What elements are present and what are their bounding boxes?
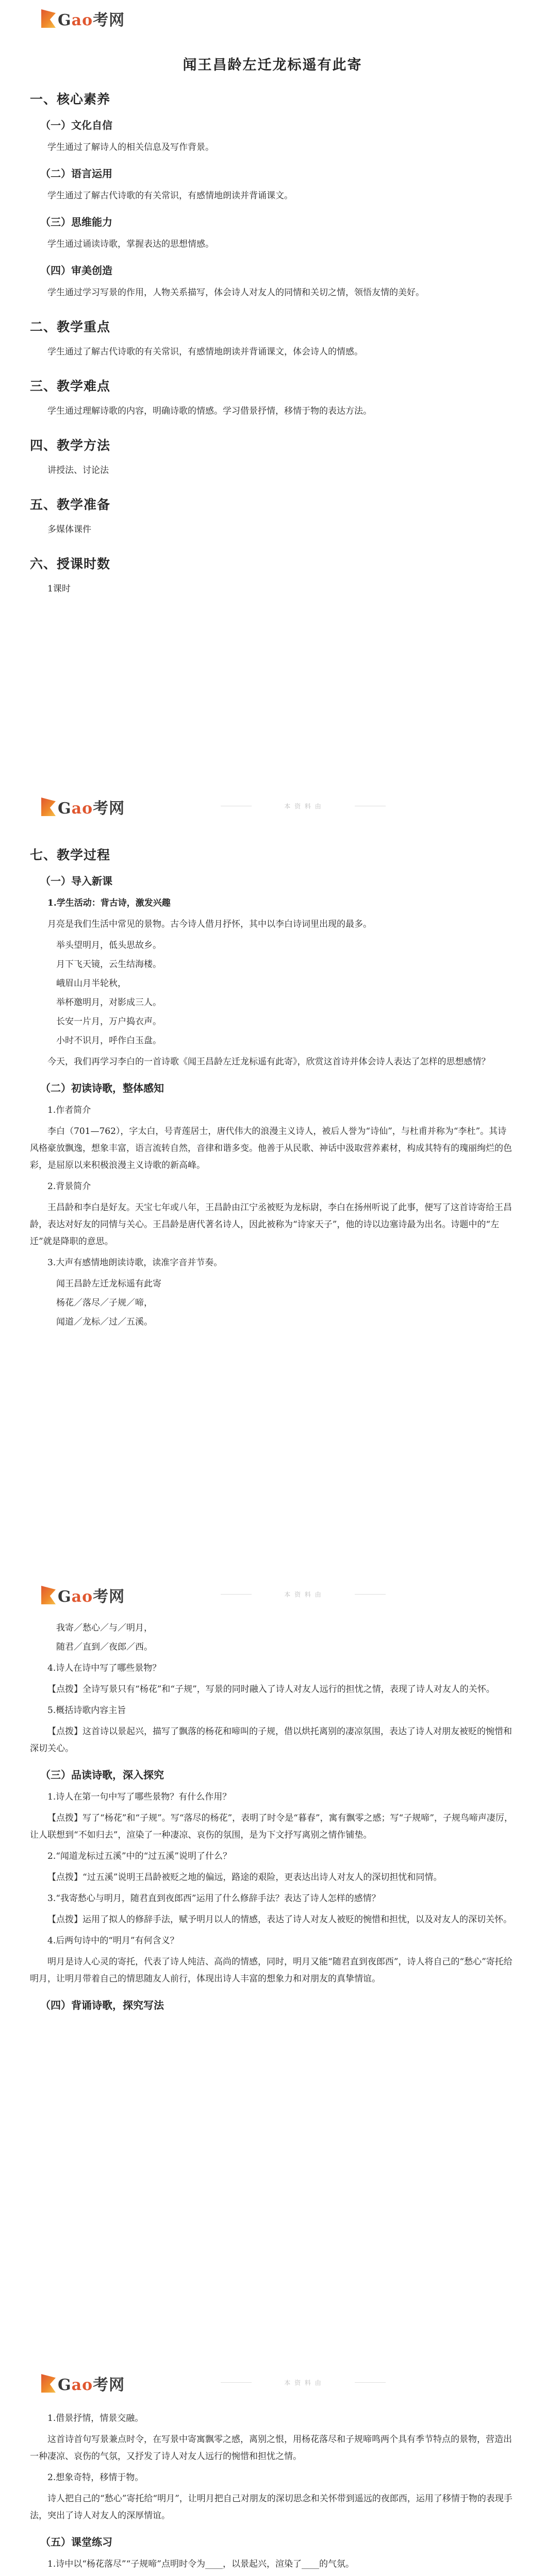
paragraph: 1.学生活动：背古诗，激发兴趣 bbox=[47, 898, 171, 908]
paragraph: 【点拨】这首诗以景起兴，描写了飘落的杨花和啼叫的子规，借以烘托离别的凄凉氛围，表达了诗人对朋友被贬的惋惜和深切关心。 bbox=[30, 1726, 512, 1754]
paragraph: 3.“我寄愁心与明月，随君直到夜郎西”运用了什么修辞手法？表达了诗人怎样的感情？ bbox=[47, 1893, 381, 1904]
poem-line: 小时不识月，呼作白玉盘。 bbox=[56, 1036, 161, 1046]
poem-title: 闻王昌龄左迁龙标遥有此寄 bbox=[56, 1279, 161, 1289]
subsection-heading: （一）文化自信 bbox=[40, 119, 112, 131]
paragraph: 这首诗首句写景兼点时令，在写景中寄寓飘零之感，离别之恨，用杨花落尽和子规啼鸣两个具有季节特点的景物，营造出一种凄凉、哀伤的气氛，又抒发了诗人对友人远行的惋惜和担忧之情。 bbox=[30, 2434, 512, 2462]
subsection-heading: （三）品读诗歌，深入探究 bbox=[40, 1769, 164, 1781]
poem-line: 随君／直到／夜郎／西。 bbox=[56, 1642, 153, 1652]
flag-icon bbox=[41, 798, 56, 816]
paragraph: 多媒体课件 bbox=[47, 524, 91, 535]
subsection-heading: （四）审美创造 bbox=[40, 264, 112, 277]
poem-line: 举杯邀明月，对影成三人。 bbox=[56, 997, 161, 1008]
paragraph: 月亮是我们生活中常见的景物。古今诗人借月抒怀，其中以李白诗词里出现的最多。 bbox=[47, 919, 372, 929]
page-header bbox=[30, 788, 515, 829]
subsection-heading: （三）思维能力 bbox=[40, 216, 112, 228]
page-header bbox=[30, 0, 515, 41]
page-3 bbox=[0, 1577, 545, 2365]
logo-text: Gao考网 bbox=[58, 1588, 125, 1606]
subsection-heading: （二）初读诗歌，整体感知 bbox=[40, 1082, 164, 1094]
flag-icon bbox=[41, 9, 56, 28]
paragraph: 学生通过了解古代诗歌的有关常识，有感情地朗读并背诵课文。 bbox=[47, 191, 293, 201]
paragraph: 学生通过了解诗人的相关信息及写作背景。 bbox=[47, 142, 214, 152]
paragraph: 讲授法、讨论法 bbox=[47, 465, 109, 476]
page-separator: 本 资 料 由 bbox=[257, 2378, 350, 2387]
paragraph: 1.借景抒情，情景交融。 bbox=[47, 2413, 144, 2424]
poem-line: 杨花／落尽／子规／啼， bbox=[56, 1298, 153, 1308]
logo-text: Gao考网 bbox=[58, 2376, 125, 2394]
paragraph: 2.“闻道龙标过五溪”中的“过五溪”说明了什么？ bbox=[47, 1851, 232, 1861]
gaokao-logo bbox=[41, 1584, 125, 1606]
paragraph: 2.想象奇特，移情于物。 bbox=[47, 2472, 144, 2483]
paragraph: 2.背景简介 bbox=[47, 1181, 91, 1192]
paragraph: 今天，我们再学习李白的一首诗歌《闻王昌龄左迁龙标遥有此寄》，欣赏这首诗并体会诗人表达了怎样的思想感情？ bbox=[47, 1057, 490, 1067]
logo-text: Gao考网 bbox=[58, 11, 125, 29]
subsection-heading: （四）背诵诗歌，探究写法 bbox=[40, 1999, 164, 2011]
gaokao-logo bbox=[41, 795, 125, 818]
poem-line: 长安一片月，万户捣衣声。 bbox=[56, 1016, 161, 1027]
paragraph: 1.作者简介 bbox=[47, 1105, 91, 1115]
poem-line: 闻道／龙标／过／五溪。 bbox=[56, 1317, 153, 1327]
section-heading: 三、教学难点 bbox=[30, 379, 111, 394]
page-separator: 本 资 料 由 bbox=[257, 1590, 350, 1599]
page-header bbox=[30, 2365, 515, 2406]
paragraph: 【点拨】写了“杨花”和“子规”。写“落尽的杨花”，表明了时令是“暮春”，寓有飘零之感；写“子规啼”，子规鸟啼声凄厉，让人联想到“不如归去”，渲染了一种凄凉、哀伤的氛围，是为下文抒写离别之情作铺垫。 bbox=[30, 1813, 513, 1840]
poem-line: 我寄／愁心／与／明月， bbox=[56, 1623, 153, 1633]
gaokao-logo bbox=[41, 7, 125, 30]
paragraph: 3.大声有感情地朗读诗歌，读准字音并节奏。 bbox=[47, 1258, 223, 1268]
paragraph: 学生通过学习写景的作用，人物关系描写，体会诗人对友人的同情和关切之情，领悟友情的美好。 bbox=[47, 287, 424, 298]
page-4 bbox=[0, 2365, 545, 2576]
paragraph: 明月是诗人心灵的寄托，代表了诗人纯洁、高尚的情感，同时，明月又能“随君直到夜郎西”，诗人将自己的“愁心”寄托给明月，让明月带着自己的情思随友人前行，体现出诗人丰富的想象力和对朋友的真挚情谊。 bbox=[30, 1957, 513, 1984]
page-2 bbox=[0, 788, 545, 1577]
page-1 bbox=[0, 0, 545, 788]
poem-line: 月下飞天镜，云生结海楼。 bbox=[56, 959, 161, 970]
paragraph: 李白（701—762），字太白，号青莲居士，唐代伟大的浪漫主义诗人，被后人誉为“诗仙”，与杜甫并称为“李杜”。其诗风格豪放飘逸，想象丰富，语言流转自然，音律和谐多变。他善于从民歌、神话中汲取营养素材，构成其特有的瑰丽绚烂的色彩，是屈原以来积极浪漫主义诗歌的新高峰。 bbox=[30, 1126, 512, 1171]
paragraph: 【点拨】运用了拟人的修辞手法，赋予明月以人的情感，表达了诗人对友人被贬的惋惜和担忧，以及对友人的深切关怀。 bbox=[47, 1914, 512, 1925]
gaokao-logo bbox=[41, 2372, 125, 2395]
paragraph: 学生通过诵读诗歌，掌握表达的思想情感。 bbox=[47, 239, 214, 249]
paragraph: 1.诗人在第一句中写了哪些景物？有什么作用？ bbox=[47, 1792, 232, 1802]
poem-line: 峨眉山月半轮秋， bbox=[56, 978, 126, 989]
paragraph: 诗人把自己的“愁心”寄托给“明月”，让明月把自己对朋友的深切思念和关怀带到遥远的夜郎西，运用了移情于物的表现手法，突出了诗人对友人的深厚情谊。 bbox=[30, 2494, 513, 2521]
paragraph: 4.诗人在诗中写了哪些景物？ bbox=[47, 1663, 161, 1673]
paragraph: 学生通过理解诗歌的内容，明确诗歌的情感。学习借景抒情，移情于物的表达方法。 bbox=[47, 406, 372, 416]
poem-line: 举头望明月，低头思故乡。 bbox=[56, 940, 161, 951]
logo-text: Gao考网 bbox=[58, 800, 125, 818]
section-heading: 六、授课时数 bbox=[30, 556, 111, 571]
document-title: 闻王昌龄左迁龙标遥有此寄 bbox=[183, 57, 362, 73]
section-heading: 七、教学过程 bbox=[30, 848, 111, 862]
paragraph: 王昌龄和李白是好友。天宝七年或八年，王昌龄由江宁丞被贬为龙标尉，李白在扬州听说了此事，便写了这首诗寄给王昌龄，表达对好友的同情与关心。王昌龄是唐代著名诗人，因此被称为“诗家天子”，他的诗以边塞诗最为出名。诗题中的“左迁”就是降职的意思。 bbox=[30, 1202, 512, 1247]
page-header bbox=[30, 1577, 515, 1618]
flag-icon bbox=[41, 1586, 56, 1604]
section-heading: 一、核心素养 bbox=[30, 92, 111, 107]
section-heading: 五、教学准备 bbox=[30, 497, 111, 512]
paragraph: 【点拨】全诗写景只有“杨花”和“子规”，写景的同时融入了诗人对友人远行的担忧之情，表现了诗人对友人的关怀。 bbox=[47, 1684, 495, 1694]
paragraph: 4.后两句诗中的“明月”有何含义？ bbox=[47, 1936, 179, 1946]
paragraph: 【点拨】“过五溪”说明王昌龄被贬之地的偏远，路途的艰险，更表达出诗人对友人的深切担忧和同情。 bbox=[47, 1872, 442, 1883]
subsection-heading: （二）语言运用 bbox=[40, 167, 112, 180]
paragraph: 5.概括诗歌内容主旨 bbox=[47, 1705, 126, 1716]
paragraph: 1.诗中以“杨花落尽”“子规啼”点明时令为____，以景起兴，渲染了____的气氛。 bbox=[47, 2559, 354, 2569]
flag-icon bbox=[41, 2374, 56, 2393]
paragraph: 1课时 bbox=[47, 584, 71, 594]
subsection-heading: （一）导入新课 bbox=[40, 875, 112, 887]
page-separator: 本 资 料 由 bbox=[257, 802, 350, 810]
section-heading: 四、教学方法 bbox=[30, 438, 111, 453]
paragraph: 学生通过了解古代诗歌的有关常识，有感情地朗读并背诵课文，体会诗人的情感。 bbox=[47, 347, 363, 357]
section-heading: 二、教学重点 bbox=[30, 319, 111, 334]
subsection-heading: （五）课堂练习 bbox=[40, 2536, 112, 2548]
